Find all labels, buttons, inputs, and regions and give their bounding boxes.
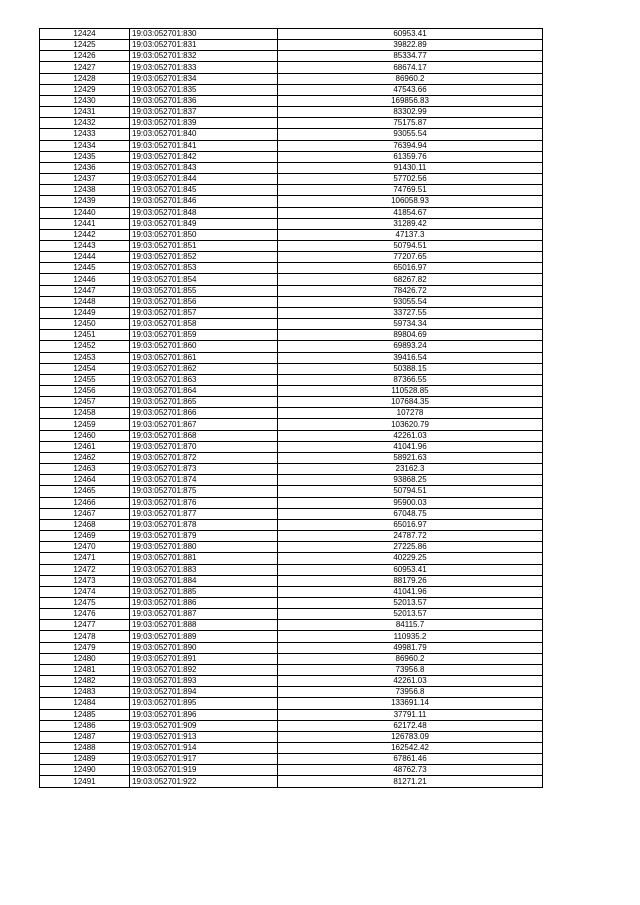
- cadastral-number-cell: 19:03:052701:888: [130, 620, 278, 631]
- row-number-cell: 12438: [40, 185, 130, 196]
- table-row: [40, 51, 543, 62]
- cadastral-number-cell: 19:03:052701:866: [130, 408, 278, 419]
- value-cell: 76394.94: [278, 140, 543, 151]
- cadastral-number-cell: 19:03:052701:843: [130, 162, 278, 173]
- cadastral-number-cell: 19:03:052701:878: [130, 519, 278, 530]
- table-row: [40, 564, 543, 575]
- cadastral-number-cell: 19:03:052701:853: [130, 263, 278, 274]
- table-row: [40, 486, 543, 497]
- row-number-cell: 12433: [40, 129, 130, 140]
- value-cell: 81271.21: [278, 776, 543, 787]
- table-body: [40, 29, 543, 788]
- row-number-cell: 12484: [40, 698, 130, 709]
- row-number-cell: 12454: [40, 363, 130, 374]
- table-row: [40, 776, 543, 787]
- table-row: [40, 542, 543, 553]
- cadastral-value-table: [39, 28, 543, 788]
- cadastral-number-cell: 19:03:052701:874: [130, 475, 278, 486]
- table-row: [40, 754, 543, 765]
- row-number-cell: 12444: [40, 252, 130, 263]
- cadastral-number-cell: 19:03:052701:877: [130, 508, 278, 519]
- cadastral-number-cell: 19:03:052701:851: [130, 240, 278, 251]
- table-row: [40, 631, 543, 642]
- value-cell: 67048.75: [278, 508, 543, 519]
- value-cell: 87366.55: [278, 374, 543, 385]
- table-row: [40, 676, 543, 687]
- cadastral-number-cell: 19:03:052701:876: [130, 497, 278, 508]
- table-row: [40, 475, 543, 486]
- cadastral-number-cell: 19:03:052701:855: [130, 285, 278, 296]
- row-number-cell: 12468: [40, 519, 130, 530]
- value-cell: 75175.87: [278, 118, 543, 129]
- cadastral-number-cell: 19:03:052701:909: [130, 720, 278, 731]
- row-number-cell: 12446: [40, 274, 130, 285]
- row-number-cell: 12465: [40, 486, 130, 497]
- row-number-cell: 12486: [40, 720, 130, 731]
- table-row: [40, 330, 543, 341]
- row-number-cell: 12428: [40, 73, 130, 84]
- table-row: [40, 129, 543, 140]
- cadastral-number-cell: 19:03:052701:892: [130, 664, 278, 675]
- value-cell: 68674.17: [278, 62, 543, 73]
- value-cell: 78426.72: [278, 285, 543, 296]
- value-cell: 169856.83: [278, 95, 543, 106]
- value-cell: 57702.56: [278, 174, 543, 185]
- table-row: [40, 397, 543, 408]
- cadastral-number-cell: 19:03:052701:839: [130, 118, 278, 129]
- value-cell: 50388.15: [278, 363, 543, 374]
- table-row: [40, 296, 543, 307]
- table-row: [40, 73, 543, 84]
- cadastral-number-cell: 19:03:052701:889: [130, 631, 278, 642]
- cadastral-number-cell: 19:03:052701:861: [130, 352, 278, 363]
- table-row: [40, 185, 543, 196]
- table-row: [40, 352, 543, 363]
- row-number-cell: 12443: [40, 240, 130, 251]
- row-number-cell: 12477: [40, 620, 130, 631]
- cadastral-number-cell: 19:03:052701:873: [130, 464, 278, 475]
- table-row: [40, 609, 543, 620]
- row-number-cell: 12439: [40, 196, 130, 207]
- cadastral-number-cell: 19:03:052701:833: [130, 62, 278, 73]
- value-cell: 73956.8: [278, 664, 543, 675]
- table-row: [40, 118, 543, 129]
- cadastral-number-cell: 19:03:052701:841: [130, 140, 278, 151]
- row-number-cell: 12432: [40, 118, 130, 129]
- cadastral-number-cell: 19:03:052701:858: [130, 319, 278, 330]
- row-number-cell: 12458: [40, 408, 130, 419]
- table-row: [40, 419, 543, 430]
- cadastral-number-cell: 19:03:052701:922: [130, 776, 278, 787]
- table-row: [40, 274, 543, 285]
- table-row: [40, 620, 543, 631]
- value-cell: 60953.41: [278, 29, 543, 40]
- value-cell: 31289.42: [278, 218, 543, 229]
- row-number-cell: 12491: [40, 776, 130, 787]
- value-cell: 48762.73: [278, 765, 543, 776]
- table-row: [40, 263, 543, 274]
- row-number-cell: 12463: [40, 464, 130, 475]
- table-row: [40, 374, 543, 385]
- table-row: [40, 586, 543, 597]
- cadastral-number-cell: 19:03:052701:868: [130, 430, 278, 441]
- value-cell: 162542.42: [278, 743, 543, 754]
- cadastral-number-cell: 19:03:052701:846: [130, 196, 278, 207]
- value-cell: 37791.11: [278, 709, 543, 720]
- value-cell: 42261.03: [278, 430, 543, 441]
- row-number-cell: 12471: [40, 553, 130, 564]
- cadastral-number-cell: 19:03:052701:881: [130, 553, 278, 564]
- value-cell: 39822.89: [278, 40, 543, 51]
- cadastral-number-cell: 19:03:052701:883: [130, 564, 278, 575]
- row-number-cell: 12459: [40, 419, 130, 430]
- cadastral-number-cell: 19:03:052701:854: [130, 274, 278, 285]
- row-number-cell: 12489: [40, 754, 130, 765]
- value-cell: 85334.77: [278, 51, 543, 62]
- cadastral-number-cell: 19:03:052701:890: [130, 642, 278, 653]
- row-number-cell: 12437: [40, 174, 130, 185]
- value-cell: 110528.85: [278, 386, 543, 397]
- value-cell: 83302.99: [278, 107, 543, 118]
- cadastral-value-table-container: [39, 28, 543, 788]
- table-row: [40, 151, 543, 162]
- value-cell: 103620.79: [278, 419, 543, 430]
- cadastral-number-cell: 19:03:052701:887: [130, 609, 278, 620]
- value-cell: 58921.63: [278, 452, 543, 463]
- value-cell: 27225.86: [278, 542, 543, 553]
- table-row: [40, 196, 543, 207]
- cadastral-number-cell: 19:03:052701:836: [130, 95, 278, 106]
- table-row: [40, 765, 543, 776]
- value-cell: 91430.11: [278, 162, 543, 173]
- value-cell: 107684.35: [278, 397, 543, 408]
- cadastral-number-cell: 19:03:052701:917: [130, 754, 278, 765]
- row-number-cell: 12431: [40, 107, 130, 118]
- value-cell: 52013.57: [278, 609, 543, 620]
- table-row: [40, 252, 543, 263]
- table-row: [40, 140, 543, 151]
- table-row: [40, 653, 543, 664]
- cadastral-number-cell: 19:03:052701:914: [130, 743, 278, 754]
- table-row: [40, 386, 543, 397]
- cadastral-number-cell: 19:03:052701:884: [130, 575, 278, 586]
- row-number-cell: 12448: [40, 296, 130, 307]
- row-number-cell: 12456: [40, 386, 130, 397]
- cadastral-number-cell: 19:03:052701:865: [130, 397, 278, 408]
- row-number-cell: 12481: [40, 664, 130, 675]
- table-row: [40, 207, 543, 218]
- row-number-cell: 12441: [40, 218, 130, 229]
- cadastral-number-cell: 19:03:052701:848: [130, 207, 278, 218]
- cadastral-number-cell: 19:03:052701:837: [130, 107, 278, 118]
- row-number-cell: 12457: [40, 397, 130, 408]
- value-cell: 110935.2: [278, 631, 543, 642]
- cadastral-number-cell: 19:03:052701:832: [130, 51, 278, 62]
- value-cell: 61359.76: [278, 151, 543, 162]
- value-cell: 77207.65: [278, 252, 543, 263]
- value-cell: 93055.54: [278, 129, 543, 140]
- table-row: [40, 464, 543, 475]
- table-row: [40, 508, 543, 519]
- row-number-cell: 12450: [40, 319, 130, 330]
- cadastral-number-cell: 19:03:052701:856: [130, 296, 278, 307]
- cadastral-number-cell: 19:03:052701:863: [130, 374, 278, 385]
- table-row: [40, 709, 543, 720]
- cadastral-number-cell: 19:03:052701:870: [130, 441, 278, 452]
- value-cell: 52013.57: [278, 597, 543, 608]
- cadastral-number-cell: 19:03:052701:840: [130, 129, 278, 140]
- value-cell: 86960.2: [278, 653, 543, 664]
- table-row: [40, 307, 543, 318]
- value-cell: 65016.97: [278, 519, 543, 530]
- value-cell: 88179.26: [278, 575, 543, 586]
- table-row: [40, 408, 543, 419]
- table-row: [40, 95, 543, 106]
- cadastral-number-cell: 19:03:052701:842: [130, 151, 278, 162]
- table-row: [40, 107, 543, 118]
- cadastral-number-cell: 19:03:052701:919: [130, 765, 278, 776]
- value-cell: 60953.41: [278, 564, 543, 575]
- row-number-cell: 12427: [40, 62, 130, 73]
- row-number-cell: 12460: [40, 430, 130, 441]
- cadastral-number-cell: 19:03:052701:886: [130, 597, 278, 608]
- table-row: [40, 597, 543, 608]
- value-cell: 65016.97: [278, 263, 543, 274]
- cadastral-number-cell: 19:03:052701:872: [130, 452, 278, 463]
- value-cell: 50794.51: [278, 486, 543, 497]
- cadastral-number-cell: 19:03:052701:867: [130, 419, 278, 430]
- table-row: [40, 62, 543, 73]
- table-row: [40, 575, 543, 586]
- row-number-cell: 12462: [40, 452, 130, 463]
- value-cell: 39416.54: [278, 352, 543, 363]
- table-row: [40, 229, 543, 240]
- value-cell: 93868.25: [278, 475, 543, 486]
- row-number-cell: 12434: [40, 140, 130, 151]
- cadastral-number-cell: 19:03:052701:913: [130, 731, 278, 742]
- row-number-cell: 12483: [40, 687, 130, 698]
- value-cell: 33727.55: [278, 307, 543, 318]
- row-number-cell: 12478: [40, 631, 130, 642]
- row-number-cell: 12436: [40, 162, 130, 173]
- cadastral-number-cell: 19:03:052701:864: [130, 386, 278, 397]
- cadastral-number-cell: 19:03:052701:885: [130, 586, 278, 597]
- row-number-cell: 12447: [40, 285, 130, 296]
- value-cell: 84115.7: [278, 620, 543, 631]
- value-cell: 106058.93: [278, 196, 543, 207]
- cadastral-number-cell: 19:03:052701:857: [130, 307, 278, 318]
- table-row: [40, 240, 543, 251]
- row-number-cell: 12470: [40, 542, 130, 553]
- row-number-cell: 12452: [40, 341, 130, 352]
- row-number-cell: 12451: [40, 330, 130, 341]
- row-number-cell: 12485: [40, 709, 130, 720]
- cadastral-number-cell: 19:03:052701:831: [130, 40, 278, 51]
- cadastral-number-cell: 19:03:052701:830: [130, 29, 278, 40]
- value-cell: 23162.3: [278, 464, 543, 475]
- row-number-cell: 12488: [40, 743, 130, 754]
- table-row: [40, 743, 543, 754]
- cadastral-number-cell: 19:03:052701:859: [130, 330, 278, 341]
- table-row: [40, 162, 543, 173]
- table-row: [40, 698, 543, 709]
- row-number-cell: 12425: [40, 40, 130, 51]
- table-row: [40, 341, 543, 352]
- value-cell: 49981.79: [278, 642, 543, 653]
- row-number-cell: 12476: [40, 609, 130, 620]
- table-row: [40, 430, 543, 441]
- cadastral-number-cell: 19:03:052701:844: [130, 174, 278, 185]
- value-cell: 89804.69: [278, 330, 543, 341]
- row-number-cell: 12430: [40, 95, 130, 106]
- cadastral-number-cell: 19:03:052701:893: [130, 676, 278, 687]
- value-cell: 62172.48: [278, 720, 543, 731]
- row-number-cell: 12490: [40, 765, 130, 776]
- row-number-cell: 12440: [40, 207, 130, 218]
- table-row: [40, 29, 543, 40]
- value-cell: 107278: [278, 408, 543, 419]
- row-number-cell: 12482: [40, 676, 130, 687]
- cadastral-number-cell: 19:03:052701:896: [130, 709, 278, 720]
- cadastral-number-cell: 19:03:052701:850: [130, 229, 278, 240]
- cadastral-number-cell: 19:03:052701:894: [130, 687, 278, 698]
- row-number-cell: 12429: [40, 84, 130, 95]
- table-row: [40, 218, 543, 229]
- table-row: [40, 363, 543, 374]
- cadastral-number-cell: 19:03:052701:845: [130, 185, 278, 196]
- table-row: [40, 285, 543, 296]
- table-row: [40, 40, 543, 51]
- table-row: [40, 664, 543, 675]
- table-row: [40, 519, 543, 530]
- row-number-cell: 12479: [40, 642, 130, 653]
- table-row: [40, 319, 543, 330]
- value-cell: 68267.82: [278, 274, 543, 285]
- value-cell: 42261.03: [278, 676, 543, 687]
- table-row: [40, 174, 543, 185]
- cadastral-number-cell: 19:03:052701:852: [130, 252, 278, 263]
- row-number-cell: 12464: [40, 475, 130, 486]
- cadastral-number-cell: 19:03:052701:834: [130, 73, 278, 84]
- value-cell: 41041.96: [278, 441, 543, 452]
- value-cell: 47137.3: [278, 229, 543, 240]
- value-cell: 40229.25: [278, 553, 543, 564]
- value-cell: 67861.46: [278, 754, 543, 765]
- table-row: [40, 497, 543, 508]
- table-row: [40, 720, 543, 731]
- row-number-cell: 12426: [40, 51, 130, 62]
- row-number-cell: 12473: [40, 575, 130, 586]
- row-number-cell: 12453: [40, 352, 130, 363]
- value-cell: 47543.66: [278, 84, 543, 95]
- table-row: [40, 731, 543, 742]
- cadastral-number-cell: 19:03:052701:862: [130, 363, 278, 374]
- row-number-cell: 12472: [40, 564, 130, 575]
- table-row: [40, 687, 543, 698]
- table-row: [40, 441, 543, 452]
- row-number-cell: 12474: [40, 586, 130, 597]
- table-row: [40, 84, 543, 95]
- value-cell: 95900.03: [278, 497, 543, 508]
- row-number-cell: 12442: [40, 229, 130, 240]
- row-number-cell: 12469: [40, 531, 130, 542]
- value-cell: 93055.54: [278, 296, 543, 307]
- row-number-cell: 12480: [40, 653, 130, 664]
- cadastral-number-cell: 19:03:052701:849: [130, 218, 278, 229]
- table-row: [40, 642, 543, 653]
- row-number-cell: 12424: [40, 29, 130, 40]
- cadastral-number-cell: 19:03:052701:835: [130, 84, 278, 95]
- row-number-cell: 12455: [40, 374, 130, 385]
- row-number-cell: 12467: [40, 508, 130, 519]
- row-number-cell: 12461: [40, 441, 130, 452]
- cadastral-number-cell: 19:03:052701:875: [130, 486, 278, 497]
- row-number-cell: 12466: [40, 497, 130, 508]
- row-number-cell: 12445: [40, 263, 130, 274]
- value-cell: 24787.72: [278, 531, 543, 542]
- row-number-cell: 12487: [40, 731, 130, 742]
- value-cell: 41854.67: [278, 207, 543, 218]
- value-cell: 73956.8: [278, 687, 543, 698]
- value-cell: 133691.14: [278, 698, 543, 709]
- row-number-cell: 12475: [40, 597, 130, 608]
- table-row: [40, 553, 543, 564]
- cadastral-number-cell: 19:03:052701:891: [130, 653, 278, 664]
- cadastral-number-cell: 19:03:052701:879: [130, 531, 278, 542]
- value-cell: 50794.51: [278, 240, 543, 251]
- table-row: [40, 531, 543, 542]
- cadastral-number-cell: 19:03:052701:860: [130, 341, 278, 352]
- cadastral-number-cell: 19:03:052701:880: [130, 542, 278, 553]
- table-row: [40, 452, 543, 463]
- row-number-cell: 12449: [40, 307, 130, 318]
- value-cell: 69893.24: [278, 341, 543, 352]
- value-cell: 41041.96: [278, 586, 543, 597]
- row-number-cell: 12435: [40, 151, 130, 162]
- cadastral-number-cell: 19:03:052701:895: [130, 698, 278, 709]
- value-cell: 126783.09: [278, 731, 543, 742]
- value-cell: 86960.2: [278, 73, 543, 84]
- value-cell: 74769.51: [278, 185, 543, 196]
- value-cell: 59734.34: [278, 319, 543, 330]
